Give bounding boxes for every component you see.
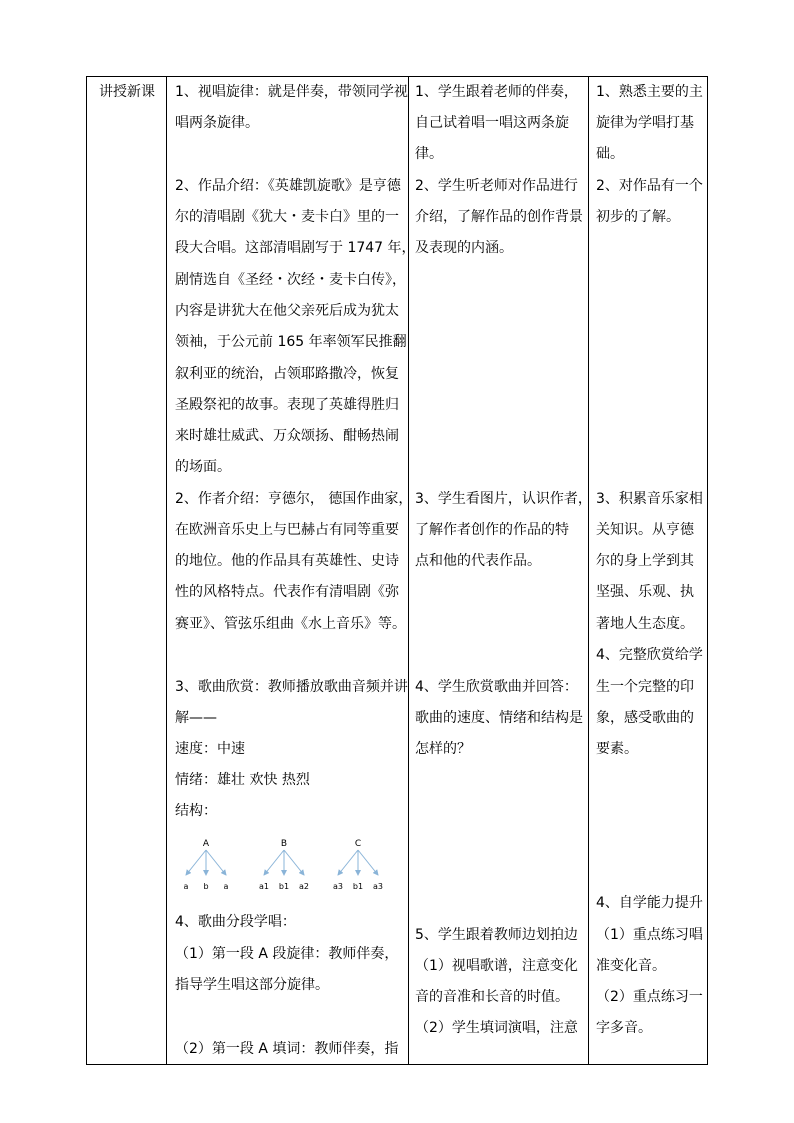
student-line: 1、学生跟着老师的伴奏，: [415, 84, 578, 100]
structure-phrase-label: b1: [352, 882, 364, 891]
intent-line: 尔的身上学到其: [596, 553, 694, 569]
teacher-line: 1、视唱旋律：就是伴奏，带领同学视: [175, 84, 408, 100]
teacher-line: 4、歌曲分段学唱：: [175, 914, 296, 930]
teacher-line: 2、作者介绍：亨德尔， 德国作曲家，: [175, 491, 413, 507]
structure-phrase-label: a: [183, 882, 189, 891]
student-line: 自己试着唱一唱这两条旋: [415, 115, 569, 131]
section-label: 讲授新课: [99, 84, 155, 100]
intent-line: 初步的了解。: [596, 209, 680, 225]
intent-line: 象，感受歌曲的: [596, 710, 694, 726]
student-line: 及表现的内涵。: [415, 240, 513, 256]
student-line: 点和他的代表作品。: [415, 553, 541, 569]
teacher-line: 的场面。: [175, 459, 231, 475]
teacher-line: 赛亚》、管弦乐组曲《水上音乐》等。: [175, 616, 406, 632]
structure-arrow: [284, 850, 304, 875]
student-line: 歌曲的速度、情绪和结构是: [415, 710, 583, 726]
student-line: 2、学生听老师对作品进行: [415, 178, 578, 194]
teacher-line: 剧情选自《圣经・次经・麦卡白传》，: [175, 272, 406, 288]
teacher-line: 性的风格特点。代表作有清唱剧《弥: [175, 584, 399, 600]
structure-section-label: A: [202, 839, 210, 849]
intent-line: 坚强、乐观、执: [596, 584, 694, 600]
teacher-line: 尔的清唱剧《犹大・麦卡白》里的一: [175, 209, 399, 225]
student-line: （2）学生填词演唱，注意: [415, 1020, 578, 1036]
structure-phrase-label: b1: [278, 882, 290, 891]
intent-line: 关知识。从亨德: [596, 522, 694, 538]
student-line: 3、学生看图片，认识作者，: [415, 491, 592, 507]
intent-line: （1）重点练习唱: [596, 927, 703, 943]
song-structure-diagram: [174, 835, 399, 897]
teacher-line: 2、作品介绍：《英雄凯旋歌》是亨德: [175, 178, 401, 194]
teacher-line: 领袖，于公元前 165 年率领军民推翻: [175, 334, 407, 350]
student-line: 律。: [415, 146, 443, 162]
structure-phrase-label: a3: [373, 882, 383, 891]
intent-line: 著地人生态度。: [596, 616, 694, 632]
teacher-line: 3、歌曲欣赏：教师播放歌曲音频并讲: [175, 679, 408, 695]
intent-line: 准变化音。: [596, 958, 666, 974]
student-line: 音的音准和长音的时值。: [415, 989, 569, 1005]
student-line: 怎样的？: [415, 741, 471, 757]
teacher-line: 解——: [175, 710, 217, 726]
structure-phrase-label: a3: [333, 882, 343, 891]
teacher-line: 内容是讲犹大在他父亲死后成为犹太: [175, 303, 399, 319]
intent-line: （2）重点练习一: [596, 989, 703, 1005]
intent-line: 3、积累音乐家相: [596, 491, 703, 507]
structure-phrase-label: a2: [299, 882, 309, 891]
structure-phrase-label: b: [203, 882, 209, 891]
intent-line: 生一个完整的印: [596, 679, 694, 695]
column-divider: [166, 77, 167, 1064]
column-divider: [408, 77, 409, 1064]
teacher-line: 来时雄壮威武、万众颂扬、酣畅热闹: [175, 428, 399, 444]
student-line: 了解作者创作的作品的特: [415, 522, 569, 538]
intent-line: 要素。: [596, 741, 638, 757]
structure-phrase-label: a: [223, 882, 229, 891]
structure-section-label: B: [280, 839, 288, 849]
teacher-line: 唱两条旋律。: [175, 115, 259, 131]
teacher-line: 在欧洲音乐史上与巴赫占有同等重要: [175, 522, 399, 538]
structure-arrow: [358, 850, 378, 875]
intent-line: 字多音。: [596, 1020, 652, 1036]
teacher-line: 结构：: [175, 803, 217, 819]
teacher-line: （1）第一段 A 段旋律：教师伴奏，: [175, 946, 399, 962]
intent-line: 4、完整欣赏给学: [596, 647, 703, 663]
intent-line: 旋律为学唱打基: [596, 115, 694, 131]
teacher-line: 速度：中速: [175, 741, 245, 757]
intent-line: 2、对作品有一个: [596, 178, 703, 194]
column-divider: [588, 77, 589, 1064]
structure-section-label: C: [354, 839, 362, 849]
structure-phrase-label: a1: [259, 882, 269, 891]
teacher-line: 指导学生唱这部分旋律。: [175, 977, 329, 993]
structure-arrow: [264, 850, 284, 875]
teacher-line: （2）第一段 A 填词：教师伴奏，指: [175, 1041, 399, 1057]
intent-line: 4、自学能力提升: [596, 895, 703, 911]
lesson-table: [86, 76, 708, 1065]
intent-line: 1、熟悉主要的主: [596, 84, 703, 100]
teacher-line: 情绪：雄壮 欢快 热烈: [175, 772, 310, 788]
teacher-line: 段大合唱。这部清唱剧写于 1747 年，: [175, 240, 416, 256]
student-line: （1）视唱歌谱，注意变化: [415, 958, 578, 974]
teacher-line: 的地位。他的作品具有英雄性、史诗: [175, 553, 399, 569]
student-line: 4、学生欣赏歌曲并回答：: [415, 679, 578, 695]
teacher-line: 圣殿祭祀的故事。表现了英雄得胜归: [175, 397, 399, 413]
structure-arrow: [206, 850, 226, 875]
intent-line: 础。: [596, 146, 624, 162]
teacher-line: 叙利亚的统治，占领耶路撒冷，恢复: [175, 366, 399, 382]
student-line: 5、学生跟着教师边划拍边: [415, 927, 578, 943]
structure-arrow: [338, 850, 358, 875]
student-line: 介绍，了解作品的创作背景: [415, 209, 583, 225]
structure-arrow: [186, 850, 206, 875]
